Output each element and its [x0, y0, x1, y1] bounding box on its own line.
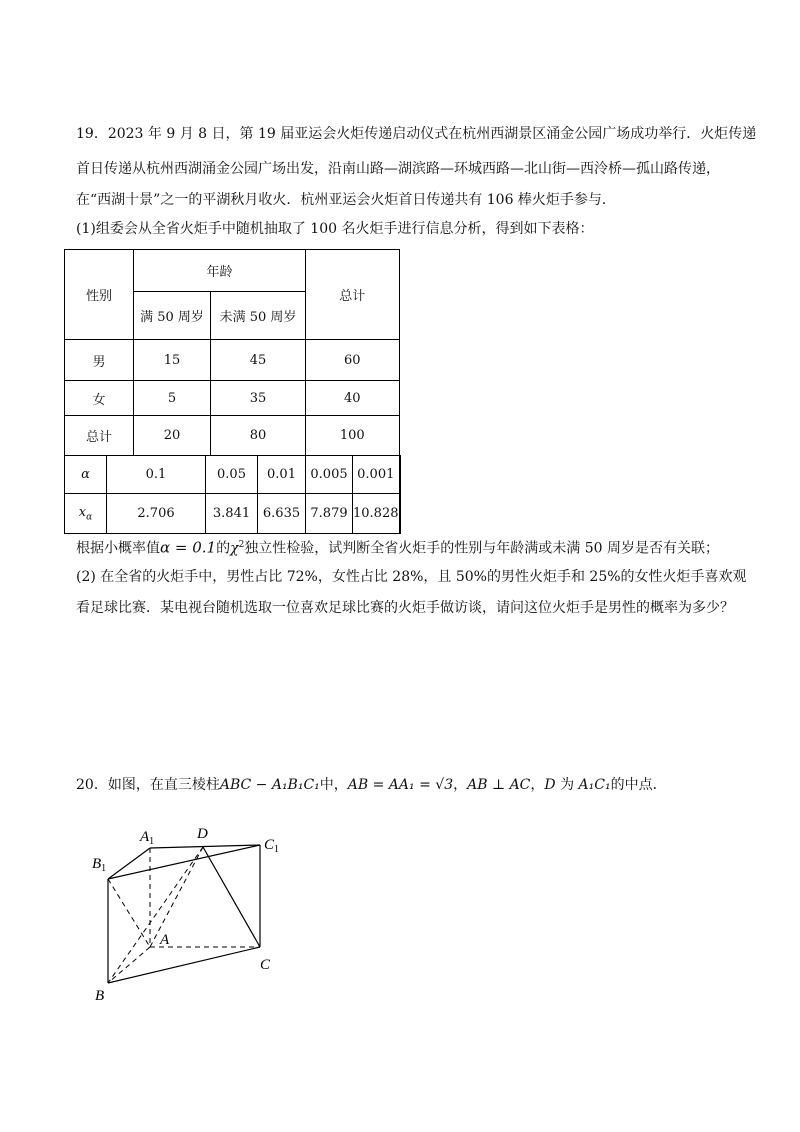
q19-part2-line-2: 看足球比赛．某电视台随机选取一位喜欢足球比赛的火炬手做访谈，请问这位火炬手是男性的概率为多少？ [76, 600, 734, 616]
q20-mid: 中， [319, 777, 348, 793]
q19-line-3: 在“西湖十景”之一的平湖秋月收火．杭州亚运会火炬首日传递共有 106 棒火炬手参与． [76, 192, 616, 208]
x-symbol: x [78, 504, 87, 520]
q20-comma: ， [530, 777, 545, 793]
q20-prism: ABC − A₁B₁C₁ [219, 777, 320, 793]
q19-part1-text: (1)组委会从全省火炬手中随机抽取了 100 名火炬手进行信息分析，得到如下表格： [76, 221, 594, 237]
x-subscript: α [86, 512, 93, 523]
cell-under50: 45 [211, 340, 306, 381]
cell-total: 40 [306, 381, 400, 416]
q20-a1c1: A₁C₁ [578, 777, 611, 793]
header-gender: 性别 [65, 250, 134, 340]
edge-b1-a-hidden [108, 879, 150, 947]
q20-d-label: D [544, 777, 556, 793]
row-label: 男 [65, 340, 134, 381]
chi-superscript: 2 [238, 540, 245, 550]
q20-comma: ， [453, 777, 468, 793]
cell-total: 100 [306, 416, 400, 456]
chi-symbol: χ [230, 540, 239, 557]
label-a: A [160, 932, 170, 948]
q19-part2-line-1: (2) 在全省的火炬手中，男性占比 72%，女性占比 28%，且 50%的男性火炬手和 25%的女性火炬手喜欢观 [76, 569, 747, 585]
alpha-value: 0.001 [353, 456, 400, 494]
alpha-label: α [65, 456, 107, 494]
x-value: 10.828 [353, 494, 400, 534]
q20-prefix: 20．如图，在直三棱柱 [76, 777, 220, 793]
cell-under50: 80 [211, 416, 306, 456]
header-age: 年龄 [134, 250, 306, 292]
q20-perpendicular: AB ⊥ AC [467, 777, 531, 793]
label-c: C [260, 957, 271, 973]
x-value: 7.879 [306, 494, 353, 534]
header-over50: 满 50 周岁 [134, 292, 211, 340]
q19-line-2: 首日传递从杭州西湖涌金公园广场出发，沿南山路—湖滨路—环城西路—北山街—西泠桥—孤山路传递， [76, 161, 720, 177]
alpha-value: 0.05 [206, 456, 258, 494]
test-post: 独立性检验，试判断全省火炬手的性别与年龄满或未满 50 周岁是否有关联； [244, 540, 720, 557]
label-b: B [95, 988, 105, 1004]
alpha-value: 0.1 [107, 456, 206, 494]
test-mid: 的 [216, 540, 231, 557]
cell-over50: 20 [134, 416, 211, 456]
q20-equation: AB = AA₁ = √3 [347, 777, 454, 793]
edge-d-b-hidden [108, 847, 203, 983]
header-under50: 未满 50 周岁 [211, 292, 306, 340]
test-pre: 根据小概率值 [76, 540, 160, 557]
label-d: D [197, 826, 208, 842]
test-alpha: α = 0.1 [160, 538, 217, 557]
row-label: 女 [65, 381, 134, 416]
q20-suffix: 的中点． [610, 777, 667, 793]
edge-a1-c1 [150, 845, 260, 848]
edge-d-a-hidden [150, 847, 203, 947]
q20-d-text: 为 [555, 777, 579, 793]
cell-total: 60 [306, 340, 400, 381]
x-value: 6.635 [258, 494, 306, 534]
cell-under50: 35 [211, 381, 306, 416]
label-b1: $B_1$ [92, 856, 107, 874]
alpha-value: 0.005 [306, 456, 353, 494]
label-c1: $C_1$ [264, 837, 280, 855]
q19-line-1: 19．2023 年 9 月 8 日，第 19 届亚运会火炬传递启动仪式在杭州西湖景区涌金公园广场成功举行．火炬传递 [76, 126, 757, 142]
edge-d-c [203, 847, 260, 947]
header-total: 总计 [306, 250, 400, 340]
label-a1: $A_1$ [140, 829, 155, 847]
alpha-value: 0.01 [258, 456, 306, 494]
cell-over50: 5 [134, 381, 211, 416]
edge-b-c [108, 947, 260, 983]
x-value: 2.706 [107, 494, 206, 534]
x-value: 3.841 [206, 494, 258, 534]
cell-over50: 15 [134, 340, 211, 381]
row-label: 总计 [65, 416, 134, 456]
